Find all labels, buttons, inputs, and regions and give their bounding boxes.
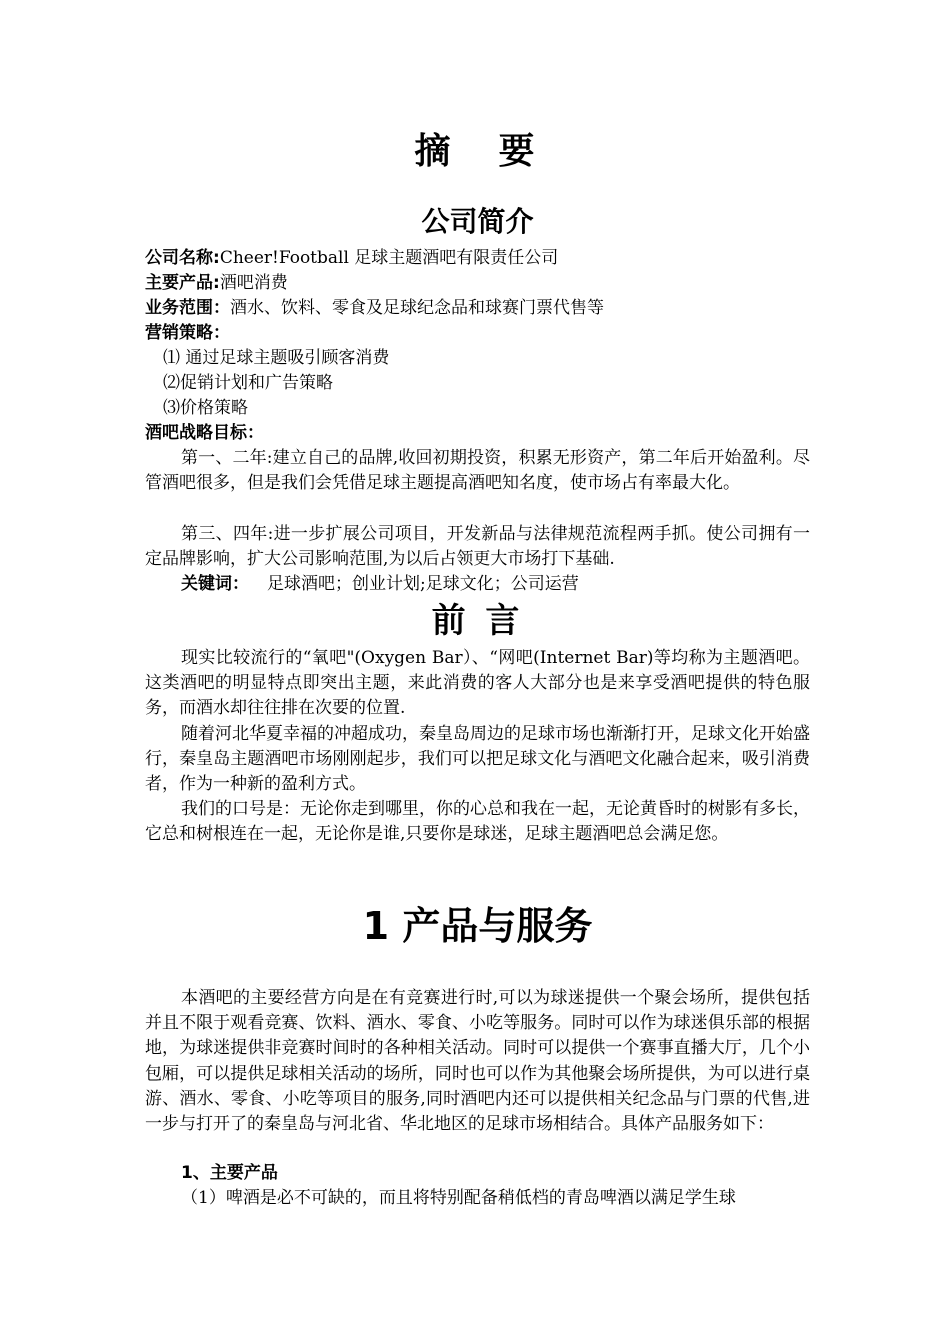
marketing-item: ⑵促销计划和广告策略 xyxy=(163,373,333,393)
main-product-label: 主要产品: xyxy=(145,273,220,293)
preface-paragraph: 随着河北华夏幸福的冲超成功，秦皇岛周边的足球市场也渐渐打开，足球文化开始盛行，秦皇岛主题酒吧市场刚刚起步，我们可以把足球文化与酒吧文化融合起来，吸引消费者，作为一种新的盈利方式。 xyxy=(145,724,810,795)
keywords-line xyxy=(145,572,846,597)
company-name-line xyxy=(145,246,810,271)
main-products-subheading xyxy=(145,1161,846,1186)
marketing-strategy-label: 营销策略： xyxy=(145,323,230,343)
business-scope-label: 业务范围： xyxy=(145,298,230,318)
business-scope-line xyxy=(145,296,810,321)
strategic-goal-label: 酒吧战略目标： xyxy=(145,423,264,443)
marketing-strategy-label-line xyxy=(145,321,810,346)
product-item-1: （1）啤酒是必不可缺的，而且将特别配备稍低档的青岛啤酒以满足学生球 xyxy=(181,1188,736,1208)
section1-title: 1 产品与服务 xyxy=(362,904,593,948)
preface-paragraph: 我们的口号是：无论你走到哪里，你的心总和我在一起，无论黄昏时的树影有多长，它总和树根连在一起，无论你是谁,只要你是球迷，足球主题酒吧总会满足您。 xyxy=(145,799,810,845)
keywords-label: 关键词： xyxy=(181,574,249,594)
goal-paragraph: 第一、二年:建立自己的品牌,收回初期投资，积累无形资产，第二年后开始盈利。尽管酒吧很多，但是我们会凭借足球主题提高酒吧知名度，使市场占有率最大化。 xyxy=(145,448,810,494)
section1-intro-paragraph: 本酒吧的主要经营方向是在有竞赛进行时,可以为球迷提供一个聚会场所，提供包括并且不限于观看竞赛、饮料、酒水、零食、小吃等服务。同时可以作为球迷俱乐部的根据地，为球迷提供非竞赛时间时的各种相关活动。同时可以提供一个赛事直播大厅，几个小包厢，可以提供足球相关活动的场所，同时也可以作为其他聚会场所提供，为可以进行桌游、酒水、零食、小吃等项目的服务,同时酒吧内还可以提供相关纪念品与门票的代售,进一步与打开了的秦皇岛与河北省、华北地区的足球市场相结合。具体产品服务如下： xyxy=(145,988,810,1135)
goal-paragraph: 第三、四年:进一步扩展公司项目，开发新品与法律规范流程两手抓。使公司拥有一定品牌影响，扩大公司影响范围,为以后占领更大市场打下基础. xyxy=(145,524,810,570)
marketing-item: ⑶价格策略 xyxy=(163,398,248,418)
main-products-subheading-text: 1、主要产品 xyxy=(181,1163,278,1183)
company-name-value: Cheer!Football 足球主题酒吧有限责任公司 xyxy=(219,248,559,268)
preface-paragraph: 现实比较流行的“氧吧"(Oxygen Bar）、“网吧(Internet Bar)等均称为主题酒吧。这类酒吧的明显特点即突出主题，来此消费的客人大部分也是来享受酒吧提供的特色服务，而酒水却往往排在次要的位置. xyxy=(145,648,810,719)
keywords-value: 足球酒吧；创业计划;足球文化；公司运营 xyxy=(267,574,579,594)
company-name-label: 公司名称: xyxy=(145,248,220,268)
business-scope-value: 酒水、饮料、零食及足球纪念品和球赛门票代售等 xyxy=(230,298,604,318)
abstract-title: 摘 要 xyxy=(414,131,541,172)
strategic-goal-label-line xyxy=(145,421,810,446)
company-intro-heading: 公司简介 xyxy=(421,205,534,238)
marketing-item: ⑴ 通过足球主题吸引顾客消费 xyxy=(163,348,390,368)
main-product-value: 酒吧消费 xyxy=(219,273,288,293)
main-product-line xyxy=(145,271,810,296)
preface-title: 前 言 xyxy=(431,601,524,641)
